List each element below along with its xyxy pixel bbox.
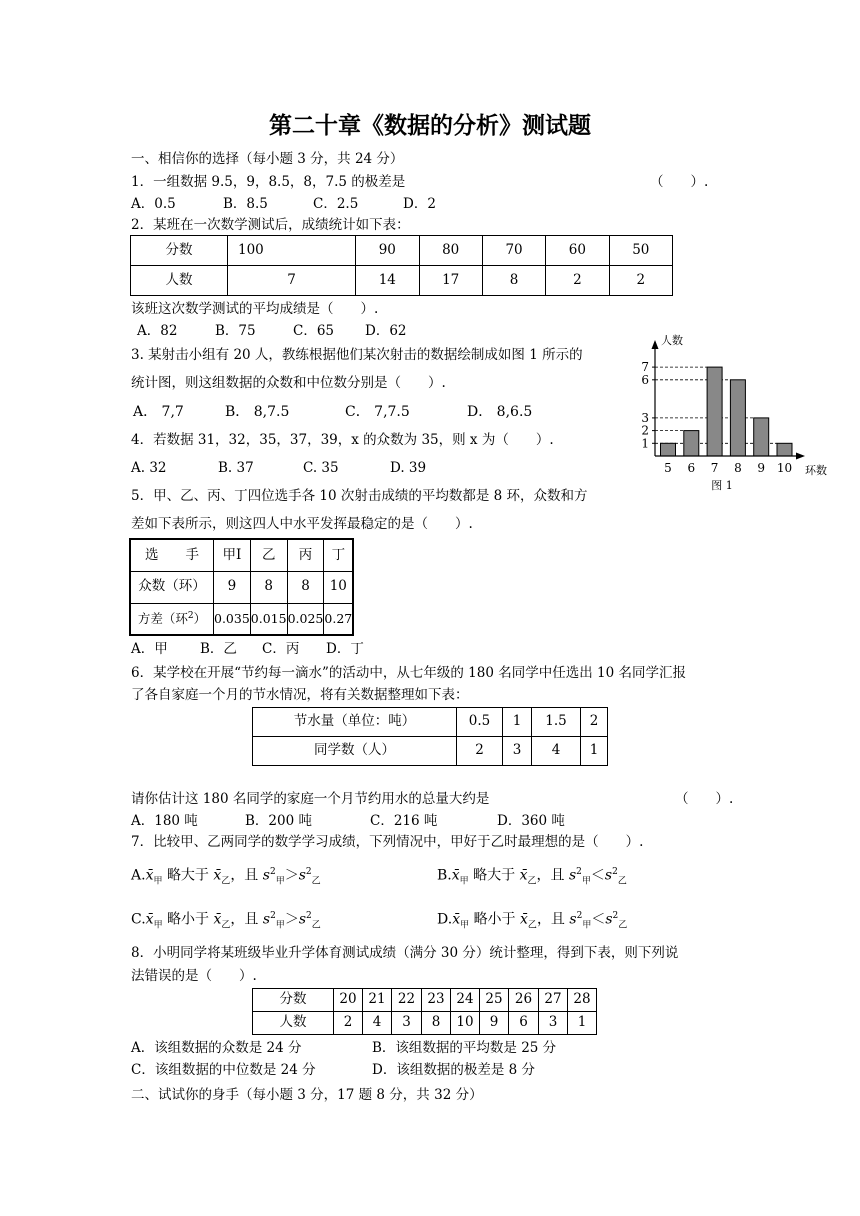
q6-option-c: C．216 吨: [370, 813, 438, 829]
y-axis-label: 人数: [661, 334, 683, 347]
table-cell: 23: [422, 989, 451, 1012]
q1-option-b: B．8.5: [223, 196, 268, 212]
table-cell: 人数: [131, 266, 228, 296]
q1-bracket: （ ）.: [650, 174, 709, 190]
x-tick-label: 10: [776, 461, 793, 475]
table-cell: 2: [334, 1012, 363, 1035]
section-1-heading: 一、相信你的选择（每小题 3 分，共 24 分）: [131, 151, 404, 167]
table-cell: 分数: [131, 236, 228, 266]
q6-option-b: B．200 吨: [245, 813, 312, 829]
q6-ask: 请你估计这 180 名同学的家庭一个月节约用水的总量大约是: [131, 791, 490, 807]
q5-line-1: 5．甲、乙、丙、丁四位选手各 10 次射击成绩的平均数都是 8 环，众数和方: [131, 488, 588, 504]
table-cell: 10: [324, 571, 353, 603]
table-cell: 0.035: [214, 603, 251, 635]
table-cell: 2: [609, 266, 672, 296]
table-cell: 甲I: [214, 539, 251, 571]
figure-caption: 图 1: [711, 479, 733, 492]
table-cell: 选 手: [130, 539, 214, 571]
q3-line-2: 统计图，则这组数据的众数和中位数分别是（ ）.: [131, 375, 446, 391]
table-cell: 21: [363, 989, 392, 1012]
q5-option-a: A．甲: [131, 641, 168, 657]
q2-stem: 2．某班在一次数学测试后，成绩统计如下表：: [131, 217, 410, 233]
table-cell: 0.27: [324, 603, 353, 635]
q5-variance-table: [129, 538, 354, 636]
chart-bar: [707, 367, 722, 456]
table-cell: 0.015: [250, 603, 287, 635]
q2-option-b: B．75: [215, 323, 256, 339]
table-cell: 1.5: [532, 708, 581, 737]
q3-line-1: 3. 某射击小组有 20 人，教练根据他们某次射击的数据绘制成如图 1 所示的: [131, 347, 583, 363]
table-cell: 6: [509, 1012, 539, 1035]
table-cell: 人数: [253, 1012, 334, 1035]
table-cell: 60: [546, 236, 609, 266]
table-cell: 27: [539, 989, 568, 1012]
table-cell: 90: [356, 236, 419, 266]
q3-option-a: A． 7,7: [133, 404, 184, 420]
q5-line-2: 差如下表所示，则这四人中水平发挥最稳定的是（ ）.: [131, 516, 473, 532]
table-cell: 8: [287, 571, 324, 603]
table-cell: 方差（环$^2$）: [130, 603, 214, 635]
table-cell: 9: [214, 571, 251, 603]
q8-option-b: B．该组数据的平均数是 25 分: [372, 1040, 557, 1056]
q7-stem: 7．比较甲、乙两同学的数学学习成绩，下列情况中，甲好于乙时最理想的是（ ）.: [131, 834, 644, 850]
table-cell: 0.5: [457, 708, 503, 737]
table-cell: 20: [334, 989, 363, 1012]
y-tick-label: 6: [641, 372, 649, 387]
q3-option-b: B． 8,7.5: [225, 404, 290, 420]
table-row: [130, 571, 353, 603]
x-axis-arrow-icon: [796, 453, 805, 460]
q5-option-b: B．乙: [200, 641, 237, 657]
q8-option-c: C．该组数据的中位数是 24 分: [131, 1062, 316, 1078]
table-cell: 24: [451, 989, 480, 1012]
table-cell: 1: [503, 708, 532, 737]
figure-1-bar-chart: [630, 330, 840, 495]
q6-bracket: （ ）.: [675, 791, 734, 807]
page-title: 第二十章《数据的分析》测试题: [269, 112, 591, 139]
table-row: [131, 266, 673, 296]
table-cell: 22: [392, 989, 422, 1012]
q1-option-c: C．2.5: [313, 196, 359, 212]
chart-bar: [754, 418, 769, 456]
table-cell: 乙: [250, 539, 287, 571]
q5-option-d: D．丁: [326, 641, 364, 657]
table-row: [130, 539, 353, 571]
q2-option-d: D．62: [365, 323, 407, 339]
q1-stem: 1．一组数据 9.5，9，8.5，8，7.5 的极差是: [131, 174, 406, 190]
q2-option-a: A．82: [137, 323, 178, 339]
table-cell: 2: [581, 708, 608, 737]
table-cell: 2: [457, 737, 503, 766]
table-cell: 3: [503, 737, 532, 766]
table-cell: 2: [546, 266, 609, 296]
table-cell: 3: [539, 1012, 568, 1035]
y-tick-label: 7: [641, 360, 649, 375]
table-cell: 17: [419, 266, 482, 296]
table-row: [131, 236, 673, 266]
table-cell: 100: [228, 236, 356, 266]
q4-option-b: B. 37: [218, 460, 254, 476]
table-cell: 丁: [324, 539, 353, 571]
q2-ask: 该班这次数学测试的平均成绩是（ ）.: [131, 301, 379, 317]
chart-bar: [777, 443, 792, 456]
table-cell: 1: [581, 737, 608, 766]
q7-option-a: $A.x̄_甲$ 略大于 $x̄_乙$，且 $s^2_甲>s^2_乙$: [131, 867, 321, 887]
table-cell: 80: [419, 236, 482, 266]
q8-option-a: A．该组数据的众数是 24 分: [131, 1040, 302, 1056]
table-row: [130, 603, 353, 635]
table-cell: 10: [451, 1012, 480, 1035]
table-cell: 28: [568, 989, 597, 1012]
x-tick-label: 5: [664, 461, 672, 475]
x-tick-label: 8: [734, 461, 742, 475]
table-cell: 26: [509, 989, 539, 1012]
table-row: [253, 708, 608, 737]
y-axis-arrow-icon: [652, 340, 659, 349]
q1-option-a: A．0.5: [131, 196, 176, 212]
table-cell: 25: [480, 989, 509, 1012]
table-cell: 同学数（人）: [253, 737, 457, 766]
table-cell: 70: [482, 236, 545, 266]
table-cell: 3: [392, 1012, 422, 1035]
q1-option-d: D．2: [403, 196, 436, 212]
q4-stem: 4．若数据 31，32，35，37，39，x 的众数为 35，则 x 为（ ）.: [131, 432, 554, 448]
chart-bar: [661, 443, 676, 456]
q8-sports-table: [252, 988, 597, 1035]
q6-line-1: 6．某学校在开展“节约每一滴水”的活动中，从七年级的 180 名同学中任选出 10 名同学汇报: [131, 665, 687, 681]
table-cell: 分数: [253, 989, 334, 1012]
q8-line-1: 8．小明同学将某班级毕业升学体育测试成绩（满分 30 分）统计整理，得到下表，则下列说: [131, 945, 679, 961]
table-cell: 4: [363, 1012, 392, 1035]
x-tick-label: 9: [757, 461, 766, 475]
x-tick-label: 7: [710, 461, 719, 475]
q2-score-table: [130, 235, 673, 296]
q3-option-d: D． 8,6.5: [467, 404, 533, 420]
table-cell: 8: [482, 266, 545, 296]
table-cell: 4: [532, 737, 581, 766]
table-row: [253, 1012, 597, 1035]
q6-option-a: A．180 吨: [131, 813, 198, 829]
q4-option-a: A. 32: [131, 460, 167, 476]
table-cell: 8: [250, 571, 287, 603]
q6-line-2: 了各自家庭一个月的节水情况，将有关数据整理如下表：: [131, 687, 469, 703]
q2-option-c: C．65: [293, 323, 335, 339]
table-cell: 8: [422, 1012, 451, 1035]
y-tick-label: 2: [641, 423, 649, 438]
x-axis-label: 环数: [805, 464, 827, 477]
chart-bar: [684, 431, 699, 456]
table-cell: 50: [609, 236, 672, 266]
q6-option-d: D．360 吨: [497, 813, 565, 829]
q8-option-d: D．该组数据的极差是 8 分: [372, 1062, 535, 1078]
table-cell: 节水量（单位：吨）: [253, 708, 457, 737]
table-cell: 7: [228, 266, 356, 296]
q8-line-2: 法错误的是（ ）.: [131, 968, 257, 984]
q7-option-b: $B.x̄_甲$ 略大于 $x̄_乙$，且 $s^2_甲<s^2_乙$: [437, 867, 627, 887]
y-tick-label: 3: [641, 410, 649, 425]
table-cell: 9: [480, 1012, 509, 1035]
table-row: [253, 989, 597, 1012]
y-tick-label: 1: [641, 436, 649, 451]
x-tick-label: 6: [687, 461, 696, 475]
table-cell: 众数（环）: [130, 571, 214, 603]
q4-option-d: D. 39: [390, 460, 427, 476]
q7-option-c: $C.x̄_甲$ 略小于 $x̄_乙$，且 $s^2_甲>s^2_乙$: [131, 911, 321, 931]
table-cell: 丙: [287, 539, 324, 571]
q4-option-c: C. 35: [303, 460, 339, 476]
chart-bar: [730, 380, 745, 456]
q7-option-d: $D.x̄_甲$ 略小于 $x̄_乙$，且 $s^2_甲<s^2_乙$: [437, 911, 628, 931]
q5-option-c: C．丙: [262, 641, 300, 657]
table-cell: 0.025: [287, 603, 324, 635]
table-cell: 14: [356, 266, 419, 296]
q6-water-table: [252, 707, 608, 766]
table-row: [253, 737, 608, 766]
section-2-heading: 二、试试你的身手（每小题 3 分，17 题 8 分，共 32 分）: [131, 1087, 483, 1103]
table-cell: 1: [568, 1012, 597, 1035]
q3-option-c: C． 7,7.5: [345, 404, 410, 420]
